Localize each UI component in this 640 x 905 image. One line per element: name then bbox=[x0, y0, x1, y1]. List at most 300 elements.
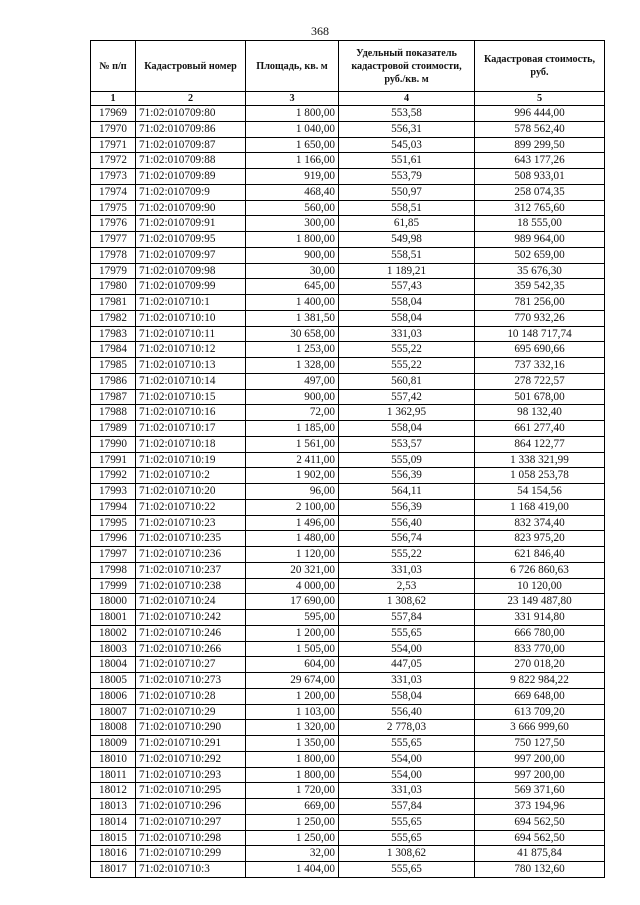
cadastral-value-cell: 54 154,56 bbox=[475, 484, 605, 500]
row-number-cell: 17975 bbox=[91, 200, 136, 216]
cadastral-value-cell: 832 374,40 bbox=[475, 515, 605, 531]
row-number-cell: 17989 bbox=[91, 421, 136, 437]
table-row bbox=[91, 468, 605, 484]
unit-value-cell: 555,65 bbox=[339, 830, 475, 846]
cadastral-value-cell: 18 555,00 bbox=[475, 216, 605, 232]
table-row bbox=[91, 106, 605, 122]
row-number-cell: 18017 bbox=[91, 862, 136, 878]
cadastral-value-cell: 833 770,00 bbox=[475, 641, 605, 657]
row-number-cell: 18004 bbox=[91, 657, 136, 673]
table-row bbox=[91, 531, 605, 547]
row-number-cell: 18010 bbox=[91, 751, 136, 767]
column-number: 2 bbox=[136, 92, 246, 106]
cadastral-value-cell: 823 975,20 bbox=[475, 531, 605, 547]
unit-value-cell: 557,84 bbox=[339, 610, 475, 626]
cadastral-number-cell: 71:02:010710:1 bbox=[136, 295, 246, 311]
cadastral-value-cell: 780 132,60 bbox=[475, 862, 605, 878]
row-number-cell: 18006 bbox=[91, 688, 136, 704]
table-row bbox=[91, 720, 605, 736]
area-cell: 669,00 bbox=[246, 799, 339, 815]
row-number-cell: 18000 bbox=[91, 594, 136, 610]
cadastral-value-cell: 9 822 984,22 bbox=[475, 673, 605, 689]
unit-value-cell: 557,42 bbox=[339, 389, 475, 405]
cadastral-value-cell: 312 765,60 bbox=[475, 200, 605, 216]
table-row bbox=[91, 200, 605, 216]
cadastral-value-cell: 750 127,50 bbox=[475, 736, 605, 752]
cadastral-number-cell: 71:02:010710:16 bbox=[136, 405, 246, 421]
table-row bbox=[91, 515, 605, 531]
cadastral-number-cell: 71:02:010709:91 bbox=[136, 216, 246, 232]
cadastral-number-cell: 71:02:010710:290 bbox=[136, 720, 246, 736]
table-row bbox=[91, 326, 605, 342]
cadastral-value-cell: 997 200,00 bbox=[475, 767, 605, 783]
row-number-cell: 18014 bbox=[91, 814, 136, 830]
cadastral-number-cell: 71:02:010710:18 bbox=[136, 436, 246, 452]
unit-value-cell: 555,65 bbox=[339, 862, 475, 878]
unit-value-cell: 553,57 bbox=[339, 436, 475, 452]
row-number-cell: 17972 bbox=[91, 153, 136, 169]
unit-value-cell: 555,22 bbox=[339, 547, 475, 563]
cadastral-number-cell: 71:02:010710:238 bbox=[136, 578, 246, 594]
row-number-cell: 17974 bbox=[91, 184, 136, 200]
unit-value-cell: 1 362,95 bbox=[339, 405, 475, 421]
cadastral-number-cell: 71:02:010710:236 bbox=[136, 547, 246, 563]
unit-value-cell: 556,40 bbox=[339, 704, 475, 720]
area-cell: 2 100,00 bbox=[246, 499, 339, 515]
cadastral-value-cell: 331 914,80 bbox=[475, 610, 605, 626]
header-unit-value: Удельный показатель кадастровой стоимости, руб./кв. м bbox=[339, 41, 475, 92]
area-cell: 1 902,00 bbox=[246, 468, 339, 484]
cadastral-value-cell: 23 149 487,80 bbox=[475, 594, 605, 610]
table-row bbox=[91, 767, 605, 783]
row-number-cell: 17986 bbox=[91, 373, 136, 389]
unit-value-cell: 556,39 bbox=[339, 499, 475, 515]
cadastral-number-cell: 71:02:010710:17 bbox=[136, 421, 246, 437]
row-number-cell: 17994 bbox=[91, 499, 136, 515]
unit-value-cell: 556,39 bbox=[339, 468, 475, 484]
unit-value-cell: 331,03 bbox=[339, 783, 475, 799]
table-row bbox=[91, 279, 605, 295]
cadastral-value-cell: 359 542,35 bbox=[475, 279, 605, 295]
row-number-cell: 17977 bbox=[91, 232, 136, 248]
cadastral-number-cell: 71:02:010710:24 bbox=[136, 594, 246, 610]
area-cell: 1 496,00 bbox=[246, 515, 339, 531]
table-row bbox=[91, 657, 605, 673]
cadastral-value-cell: 989 964,00 bbox=[475, 232, 605, 248]
cadastral-number-cell: 71:02:010709:88 bbox=[136, 153, 246, 169]
cadastral-number-cell: 71:02:010710:295 bbox=[136, 783, 246, 799]
cadastral-number-cell: 71:02:010710:14 bbox=[136, 373, 246, 389]
column-number-row bbox=[91, 92, 605, 106]
area-cell: 1 800,00 bbox=[246, 767, 339, 783]
row-number-cell: 17987 bbox=[91, 389, 136, 405]
unit-value-cell: 551,61 bbox=[339, 153, 475, 169]
cadastral-number-cell: 71:02:010710:293 bbox=[136, 767, 246, 783]
table-row bbox=[91, 295, 605, 311]
unit-value-cell: 331,03 bbox=[339, 673, 475, 689]
area-cell: 1 800,00 bbox=[246, 106, 339, 122]
table-row bbox=[91, 625, 605, 641]
unit-value-cell: 1 308,62 bbox=[339, 846, 475, 862]
cadastral-number-cell: 71:02:010710:3 bbox=[136, 862, 246, 878]
cadastral-number-cell: 71:02:010710:296 bbox=[136, 799, 246, 815]
unit-value-cell: 1 189,21 bbox=[339, 263, 475, 279]
area-cell: 1 103,00 bbox=[246, 704, 339, 720]
unit-value-cell: 554,00 bbox=[339, 767, 475, 783]
area-cell: 72,00 bbox=[246, 405, 339, 421]
cadastral-value-cell: 613 709,20 bbox=[475, 704, 605, 720]
cadastral-value-cell: 578 562,40 bbox=[475, 121, 605, 137]
area-cell: 300,00 bbox=[246, 216, 339, 232]
cadastral-number-cell: 71:02:010709:99 bbox=[136, 279, 246, 295]
unit-value-cell: 545,03 bbox=[339, 137, 475, 153]
cadastral-value-cell: 770 932,26 bbox=[475, 310, 605, 326]
column-number: 4 bbox=[339, 92, 475, 106]
cadastral-number-cell: 71:02:010709:98 bbox=[136, 263, 246, 279]
row-number-cell: 18008 bbox=[91, 720, 136, 736]
cadastral-value-cell: 98 132,40 bbox=[475, 405, 605, 421]
unit-value-cell: 549,98 bbox=[339, 232, 475, 248]
table-row bbox=[91, 389, 605, 405]
row-number-cell: 17978 bbox=[91, 247, 136, 263]
cadastral-value-cell: 997 200,00 bbox=[475, 751, 605, 767]
row-number-cell: 18013 bbox=[91, 799, 136, 815]
row-number-cell: 17973 bbox=[91, 169, 136, 185]
table-row bbox=[91, 751, 605, 767]
cadastral-number-cell: 71:02:010710:19 bbox=[136, 452, 246, 468]
cadastral-number-cell: 71:02:010710:27 bbox=[136, 657, 246, 673]
table-row bbox=[91, 547, 605, 563]
row-number-cell: 18015 bbox=[91, 830, 136, 846]
area-cell: 20 321,00 bbox=[246, 562, 339, 578]
row-number-cell: 18001 bbox=[91, 610, 136, 626]
row-number-cell: 17984 bbox=[91, 342, 136, 358]
unit-value-cell: 331,03 bbox=[339, 562, 475, 578]
area-cell: 468,40 bbox=[246, 184, 339, 200]
cadastral-value-cell: 864 122,77 bbox=[475, 436, 605, 452]
area-cell: 1 350,00 bbox=[246, 736, 339, 752]
cadastral-value-cell: 258 074,35 bbox=[475, 184, 605, 200]
row-number-cell: 17970 bbox=[91, 121, 136, 137]
area-cell: 1 650,00 bbox=[246, 137, 339, 153]
cadastral-number-cell: 71:02:010710:22 bbox=[136, 499, 246, 515]
table-row bbox=[91, 688, 605, 704]
cadastral-value-cell: 996 444,00 bbox=[475, 106, 605, 122]
table-row bbox=[91, 342, 605, 358]
table-row bbox=[91, 783, 605, 799]
table-row bbox=[91, 499, 605, 515]
cadastral-number-cell: 71:02:010710:11 bbox=[136, 326, 246, 342]
table-row bbox=[91, 216, 605, 232]
cadastral-number-cell: 71:02:010710:299 bbox=[136, 846, 246, 862]
table-header-row bbox=[91, 41, 605, 92]
row-number-cell: 17969 bbox=[91, 106, 136, 122]
column-number: 5 bbox=[475, 92, 605, 106]
table-row bbox=[91, 610, 605, 626]
row-number-cell: 18009 bbox=[91, 736, 136, 752]
table-row bbox=[91, 310, 605, 326]
area-cell: 1 320,00 bbox=[246, 720, 339, 736]
unit-value-cell: 555,22 bbox=[339, 358, 475, 374]
row-number-cell: 18005 bbox=[91, 673, 136, 689]
unit-value-cell: 560,81 bbox=[339, 373, 475, 389]
row-number-cell: 17997 bbox=[91, 547, 136, 563]
cadastral-value-cell: 781 256,00 bbox=[475, 295, 605, 311]
row-number-cell: 17979 bbox=[91, 263, 136, 279]
cadastral-number-cell: 71:02:010710:2 bbox=[136, 468, 246, 484]
table-row bbox=[91, 421, 605, 437]
table-row bbox=[91, 184, 605, 200]
unit-value-cell: 555,22 bbox=[339, 342, 475, 358]
cadastral-number-cell: 71:02:010709:80 bbox=[136, 106, 246, 122]
cadastral-value-cell: 508 933,01 bbox=[475, 169, 605, 185]
unit-value-cell: 553,58 bbox=[339, 106, 475, 122]
table-row bbox=[91, 484, 605, 500]
cadastral-number-cell: 71:02:010710:273 bbox=[136, 673, 246, 689]
area-cell: 1 480,00 bbox=[246, 531, 339, 547]
row-number-cell: 17983 bbox=[91, 326, 136, 342]
area-cell: 560,00 bbox=[246, 200, 339, 216]
cadastral-value-cell: 6 726 860,63 bbox=[475, 562, 605, 578]
unit-value-cell: 2,53 bbox=[339, 578, 475, 594]
table-row bbox=[91, 846, 605, 862]
cadastral-value-cell: 3 666 999,60 bbox=[475, 720, 605, 736]
area-cell: 2 411,00 bbox=[246, 452, 339, 468]
row-number-cell: 17980 bbox=[91, 279, 136, 295]
row-number-cell: 17991 bbox=[91, 452, 136, 468]
area-cell: 30,00 bbox=[246, 263, 339, 279]
header-cadastral-value: Кадастровая стоимость, руб. bbox=[475, 41, 605, 92]
table-row bbox=[91, 452, 605, 468]
cadastral-number-cell: 71:02:010710:235 bbox=[136, 531, 246, 547]
unit-value-cell: 556,40 bbox=[339, 515, 475, 531]
table-row bbox=[91, 405, 605, 421]
cadastral-number-cell: 71:02:010710:29 bbox=[136, 704, 246, 720]
cadastral-value-cell: 899 299,50 bbox=[475, 137, 605, 153]
cadastral-value-cell: 621 846,40 bbox=[475, 547, 605, 563]
unit-value-cell: 557,43 bbox=[339, 279, 475, 295]
table-row bbox=[91, 736, 605, 752]
cadastral-number-cell: 71:02:010710:266 bbox=[136, 641, 246, 657]
cadastral-number-cell: 71:02:010709:90 bbox=[136, 200, 246, 216]
row-number-cell: 17988 bbox=[91, 405, 136, 421]
area-cell: 1 400,00 bbox=[246, 295, 339, 311]
cadastral-number-cell: 71:02:010710:12 bbox=[136, 342, 246, 358]
cadastral-value-cell: 737 332,16 bbox=[475, 358, 605, 374]
unit-value-cell: 1 308,62 bbox=[339, 594, 475, 610]
table-row bbox=[91, 169, 605, 185]
cadastral-number-cell: 71:02:010709:87 bbox=[136, 137, 246, 153]
area-cell: 900,00 bbox=[246, 389, 339, 405]
cadastral-number-cell: 71:02:010710:20 bbox=[136, 484, 246, 500]
cadastral-value-cell: 10 120,00 bbox=[475, 578, 605, 594]
unit-value-cell: 554,00 bbox=[339, 641, 475, 657]
cadastral-value-cell: 41 875,84 bbox=[475, 846, 605, 862]
cadastral-value-cell: 278 722,57 bbox=[475, 373, 605, 389]
cadastral-number-cell: 71:02:010710:13 bbox=[136, 358, 246, 374]
area-cell: 604,00 bbox=[246, 657, 339, 673]
cadastral-number-cell: 71:02:010710:246 bbox=[136, 625, 246, 641]
cadastral-number-cell: 71:02:010709:9 bbox=[136, 184, 246, 200]
area-cell: 1 200,00 bbox=[246, 688, 339, 704]
row-number-cell: 17999 bbox=[91, 578, 136, 594]
unit-value-cell: 557,84 bbox=[339, 799, 475, 815]
area-cell: 1 800,00 bbox=[246, 751, 339, 767]
unit-value-cell: 558,04 bbox=[339, 295, 475, 311]
unit-value-cell: 558,04 bbox=[339, 421, 475, 437]
unit-value-cell: 555,09 bbox=[339, 452, 475, 468]
area-cell: 645,00 bbox=[246, 279, 339, 295]
row-number-cell: 18016 bbox=[91, 846, 136, 862]
cadastral-value-cell: 502 659,00 bbox=[475, 247, 605, 263]
unit-value-cell: 61,85 bbox=[339, 216, 475, 232]
cadastral-value-cell: 643 177,26 bbox=[475, 153, 605, 169]
table-row bbox=[91, 799, 605, 815]
area-cell: 1 505,00 bbox=[246, 641, 339, 657]
area-cell: 32,00 bbox=[246, 846, 339, 862]
table-row bbox=[91, 153, 605, 169]
cadastral-number-cell: 71:02:010710:237 bbox=[136, 562, 246, 578]
cadastral-value-cell: 1 058 253,78 bbox=[475, 468, 605, 484]
row-number-cell: 17985 bbox=[91, 358, 136, 374]
area-cell: 1 381,50 bbox=[246, 310, 339, 326]
table-row bbox=[91, 436, 605, 452]
table-row bbox=[91, 121, 605, 137]
cadastral-value-cell: 270 018,20 bbox=[475, 657, 605, 673]
header-cadastral-number: Кадастровый номер bbox=[136, 41, 246, 92]
cadastral-number-cell: 71:02:010709:97 bbox=[136, 247, 246, 263]
unit-value-cell: 555,65 bbox=[339, 625, 475, 641]
area-cell: 1 040,00 bbox=[246, 121, 339, 137]
unit-value-cell: 555,65 bbox=[339, 736, 475, 752]
unit-value-cell: 556,31 bbox=[339, 121, 475, 137]
cadastral-number-cell: 71:02:010710:297 bbox=[136, 814, 246, 830]
cadastral-value-cell: 35 676,30 bbox=[475, 263, 605, 279]
cadastral-value-table bbox=[90, 40, 605, 878]
table-row bbox=[91, 862, 605, 878]
cadastral-number-cell: 71:02:010710:15 bbox=[136, 389, 246, 405]
unit-value-cell: 554,00 bbox=[339, 751, 475, 767]
cadastral-number-cell: 71:02:010710:23 bbox=[136, 515, 246, 531]
area-cell: 17 690,00 bbox=[246, 594, 339, 610]
area-cell: 1 404,00 bbox=[246, 862, 339, 878]
page-number: 368 bbox=[311, 24, 329, 38]
table-row bbox=[91, 704, 605, 720]
area-cell: 1 328,00 bbox=[246, 358, 339, 374]
row-number-cell: 17982 bbox=[91, 310, 136, 326]
area-cell: 1 800,00 bbox=[246, 232, 339, 248]
area-cell: 1 253,00 bbox=[246, 342, 339, 358]
row-number-cell: 17993 bbox=[91, 484, 136, 500]
table-row bbox=[91, 358, 605, 374]
cadastral-number-cell: 71:02:010709:86 bbox=[136, 121, 246, 137]
area-cell: 1 720,00 bbox=[246, 783, 339, 799]
row-number-cell: 17990 bbox=[91, 436, 136, 452]
area-cell: 1 166,00 bbox=[246, 153, 339, 169]
cadastral-value-cell: 694 562,50 bbox=[475, 814, 605, 830]
area-cell: 1 120,00 bbox=[246, 547, 339, 563]
header-number: № п/п bbox=[91, 41, 136, 92]
table-row bbox=[91, 594, 605, 610]
cadastral-value-cell: 1 338 321,99 bbox=[475, 452, 605, 468]
area-cell: 1 200,00 bbox=[246, 625, 339, 641]
cadastral-number-cell: 71:02:010710:242 bbox=[136, 610, 246, 626]
area-cell: 1 250,00 bbox=[246, 814, 339, 830]
area-cell: 595,00 bbox=[246, 610, 339, 626]
row-number-cell: 17996 bbox=[91, 531, 136, 547]
table-body bbox=[91, 106, 605, 878]
row-number-cell: 18011 bbox=[91, 767, 136, 783]
header-area: Площадь, кв. м bbox=[246, 41, 339, 92]
table-row bbox=[91, 673, 605, 689]
unit-value-cell: 558,51 bbox=[339, 247, 475, 263]
cadastral-number-cell: 71:02:010710:10 bbox=[136, 310, 246, 326]
row-number-cell: 17995 bbox=[91, 515, 136, 531]
area-cell: 30 658,00 bbox=[246, 326, 339, 342]
column-number: 3 bbox=[246, 92, 339, 106]
cadastral-number-cell: 71:02:010709:89 bbox=[136, 169, 246, 185]
unit-value-cell: 558,04 bbox=[339, 688, 475, 704]
cadastral-value-cell: 669 648,00 bbox=[475, 688, 605, 704]
unit-value-cell: 550,97 bbox=[339, 184, 475, 200]
cadastral-number-cell: 71:02:010710:291 bbox=[136, 736, 246, 752]
cadastral-value-cell: 695 690,66 bbox=[475, 342, 605, 358]
unit-value-cell: 558,04 bbox=[339, 310, 475, 326]
table-row bbox=[91, 562, 605, 578]
row-number-cell: 17981 bbox=[91, 295, 136, 311]
cadastral-value-cell: 666 780,00 bbox=[475, 625, 605, 641]
area-cell: 29 674,00 bbox=[246, 673, 339, 689]
area-cell: 497,00 bbox=[246, 373, 339, 389]
unit-value-cell: 2 778,03 bbox=[339, 720, 475, 736]
table-row bbox=[91, 137, 605, 153]
cadastral-value-cell: 694 562,50 bbox=[475, 830, 605, 846]
table-row bbox=[91, 641, 605, 657]
table-row bbox=[91, 232, 605, 248]
cadastral-value-cell: 661 277,40 bbox=[475, 421, 605, 437]
cadastral-number-cell: 71:02:010710:292 bbox=[136, 751, 246, 767]
area-cell: 1 561,00 bbox=[246, 436, 339, 452]
unit-value-cell: 564,11 bbox=[339, 484, 475, 500]
row-number-cell: 18002 bbox=[91, 625, 136, 641]
cadastral-value-cell: 501 678,00 bbox=[475, 389, 605, 405]
table-row bbox=[91, 373, 605, 389]
row-number-cell: 18003 bbox=[91, 641, 136, 657]
area-cell: 96,00 bbox=[246, 484, 339, 500]
cadastral-value-cell: 373 194,96 bbox=[475, 799, 605, 815]
unit-value-cell: 331,03 bbox=[339, 326, 475, 342]
column-number: 1 bbox=[91, 92, 136, 106]
row-number-cell: 17992 bbox=[91, 468, 136, 484]
cadastral-number-cell: 71:02:010709:95 bbox=[136, 232, 246, 248]
area-cell: 4 000,00 bbox=[246, 578, 339, 594]
cadastral-number-cell: 71:02:010710:28 bbox=[136, 688, 246, 704]
unit-value-cell: 553,79 bbox=[339, 169, 475, 185]
table-row bbox=[91, 830, 605, 846]
row-number-cell: 18007 bbox=[91, 704, 136, 720]
area-cell: 1 185,00 bbox=[246, 421, 339, 437]
table-row bbox=[91, 814, 605, 830]
unit-value-cell: 558,51 bbox=[339, 200, 475, 216]
table-row bbox=[91, 263, 605, 279]
table-row bbox=[91, 247, 605, 263]
cadastral-value-cell: 10 148 717,74 bbox=[475, 326, 605, 342]
row-number-cell: 18012 bbox=[91, 783, 136, 799]
area-cell: 1 250,00 bbox=[246, 830, 339, 846]
row-number-cell: 17976 bbox=[91, 216, 136, 232]
area-cell: 919,00 bbox=[246, 169, 339, 185]
unit-value-cell: 556,74 bbox=[339, 531, 475, 547]
